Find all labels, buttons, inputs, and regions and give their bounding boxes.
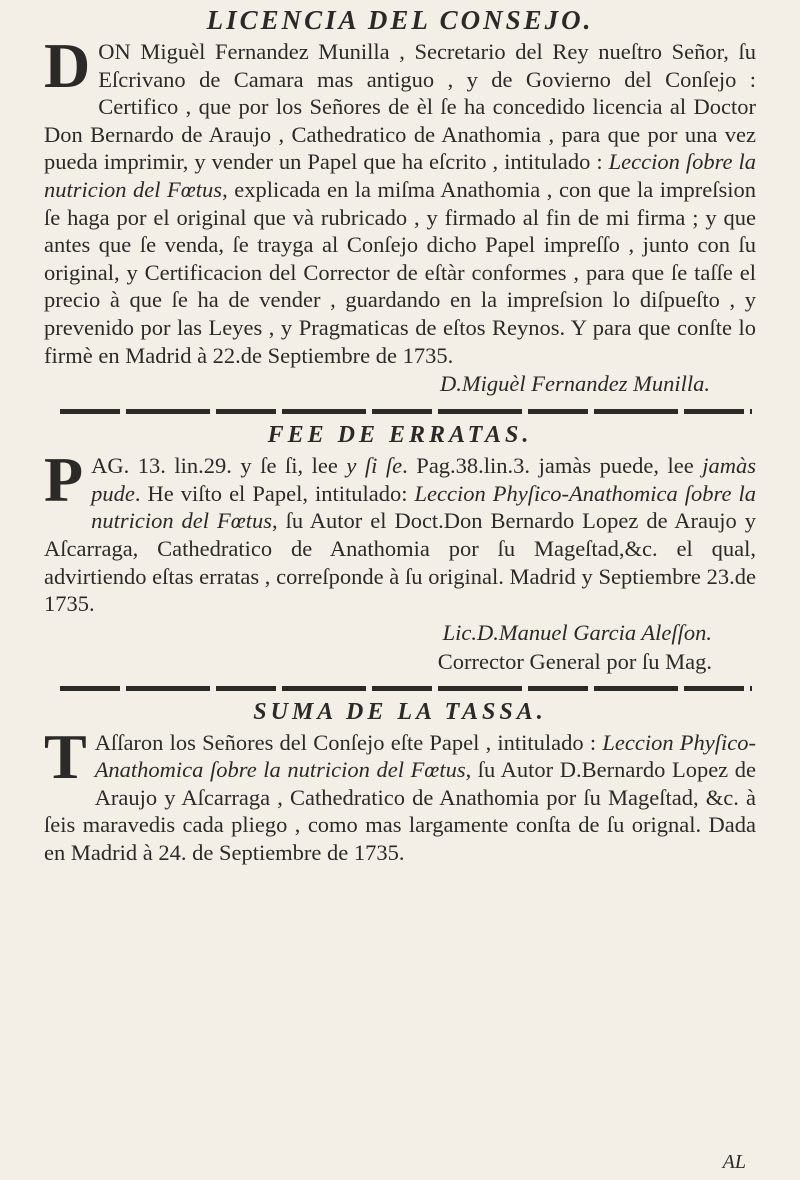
errata-signer-name: Lic.D.Manuel Garcia Aleſſon. xyxy=(442,619,712,645)
licencia-dropcap: D xyxy=(44,30,91,101)
licencia-text-1: ON Miguèl Fernandez Munilla , Secretario del Rey nueſtro Señor, ſu Eſcrivano de Camara mas antiguo , y de Govierno del Conſejo : Certifico , que por los Señores de èl ſe ha concedido licencia al Doctor Don Bernardo de Araujo , Cathedratico de Anathomia , para que por una vez pueda imprimir, y vender un Papel que ha eſcrito , intitulado : xyxy=(44,39,756,175)
section-divider xyxy=(60,409,752,414)
errata-signer-title: Corrector General por ſu Mag. xyxy=(437,648,712,674)
licencia-text-2: , explicada en la miſma Anathomia , con que la impreſsion ſe haga por el original que và rubricado , y firmado al fin de mi firma ; y que antes que ſe venda, ſe trayga al Conſejo dicho Papel impreſſo , junto con ſu original, y Certificacion del Corrector de eſtàr conformes , para que ſe taſſe el precio à que ſe ha de vender , guardando en la impreſsion lo diſpueſto , y prevenido por las Leyes , y Pragmaticas de eſtos Reynos. Y para que conſte lo firmè en Madrid à 22.de Septiembre de 1735. xyxy=(44,176,756,368)
licencia-signature: D.Miguèl Fernandez Munilla. xyxy=(440,371,710,397)
tassa-work-title: Leccion Phyſico-Anathomica ſobre la nutricion del Fœtus xyxy=(94,729,756,783)
tassa-paragraph xyxy=(44,720,756,867)
tassa-text-2: , ſu Autor D.Bernardo Lopez de Araujo y Aſcarraga , Cathedratico de Anathomia por ſu Mageſtad, &c. à ſeis maravedis cada pliego , como mas largamente conſta de ſu orignal. Dada en Madrid à 24. de Septiembre de 1735. xyxy=(44,757,756,866)
errata-paragraph xyxy=(44,444,756,618)
section-divider xyxy=(60,686,752,691)
licencia-work-title: Leccion ſobre la nutricion del Fœtus xyxy=(44,149,756,202)
errata-text-2: . Pag.38.lin.3. jamàs puede, lee xyxy=(402,453,703,479)
tassa-heading: SUMA DE LA TASSA. xyxy=(253,698,547,725)
tassa-text-1: Aſſaron los Señores del Conſejo eſte Papel , intitulado : xyxy=(94,729,603,755)
errata-work-title: Leccion Phyſico-Anathomica ſobre la nutricion del Fœtus xyxy=(91,480,756,534)
errata-text-1: AG. 13. lin.29. y ſe ſi, lee xyxy=(91,453,347,479)
catchword: AL xyxy=(722,1151,746,1173)
errata-text-3: . He viſto el Papel, intitulado: xyxy=(134,480,415,506)
errata-correction-2: jamàs pude xyxy=(91,453,756,506)
errata-dropcap: P xyxy=(44,444,84,516)
errata-text-4: , ſu Autor el Doct.Don Bernardo Lopez de Araujo y Aſcarraga, Cathedratico de Anathomia por ſu Mageſtad,&c. el qual, advirtiendo eſtas erratas , correſponde à ſu original. Madrid y Septiembre 23.de 1735. xyxy=(44,508,756,617)
licencia-paragraph xyxy=(44,30,756,369)
licencia-heading: LICENCIA DEL CONSEJO. xyxy=(206,5,594,35)
tassa-dropcap: T xyxy=(44,720,87,792)
errata-correction-1: y ſi ſe xyxy=(346,453,403,479)
errata-heading: FEE DE ERRATAS. xyxy=(267,422,533,449)
